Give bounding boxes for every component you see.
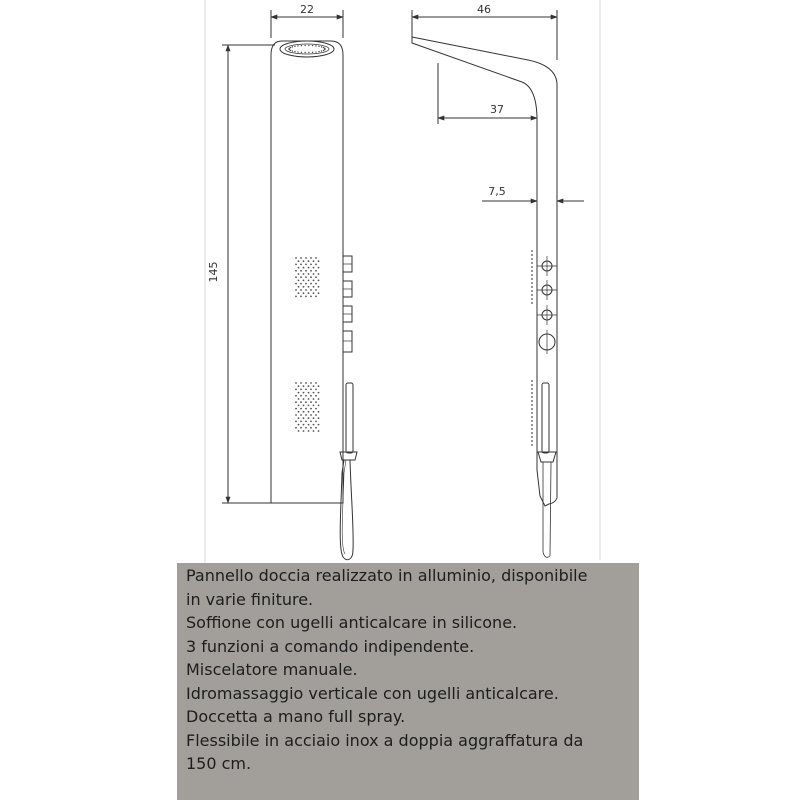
dim-label-depth: 46 (477, 3, 491, 16)
description-line-7: Doccetta a mano full spray. (186, 707, 406, 726)
nozzle-dot (313, 260, 315, 262)
nozzle-dot (295, 408, 297, 410)
nozzle-dot (310, 276, 312, 278)
nozzle-dot (313, 405, 315, 407)
nozzle-dot (308, 405, 310, 407)
nozzle-dot (298, 260, 300, 262)
nozzle-dot (313, 392, 315, 394)
description-line-4: 3 funzioni a comando indipendente. (186, 636, 475, 656)
nozzle-dot (318, 260, 320, 262)
head-nozzle-dot (312, 45, 313, 46)
nozzle-dot (305, 257, 307, 259)
nozzle-dot (315, 389, 317, 391)
nozzle-dot (318, 273, 320, 275)
nozzle-dot (295, 414, 297, 416)
nozzle-dot (318, 411, 320, 413)
control-knob-3 (343, 306, 352, 322)
nozzle-dot (318, 280, 320, 282)
description-line-2: in varie finiture. (186, 589, 314, 609)
head-nozzle-dot (301, 52, 302, 53)
nozzle-dot (315, 264, 317, 266)
nozzle-dot (315, 289, 317, 291)
nozzle-dot (318, 424, 320, 426)
nozzle-dot (295, 421, 297, 423)
head-nozzle-dot (308, 52, 309, 53)
control-knob-2 (343, 281, 352, 297)
nozzle-dot (315, 283, 317, 285)
nozzle-dot (318, 417, 320, 419)
nozzle-dot (318, 267, 320, 269)
nozzle-dot (303, 424, 305, 426)
front-panel-outline (271, 41, 343, 503)
nozzle-dot (295, 264, 297, 266)
side-panel-outline (412, 37, 557, 506)
nozzle-dot (315, 414, 317, 416)
nozzle-dot (305, 427, 307, 429)
description-panel (177, 563, 639, 800)
nozzle-dot (300, 270, 302, 272)
nozzle-dot (305, 382, 307, 384)
head-nozzle-dot (297, 51, 298, 52)
nozzle-dot (308, 417, 310, 419)
nozzle-dot (318, 392, 320, 394)
side-knob-2 (537, 280, 557, 300)
nozzle-dot (315, 382, 317, 384)
nozzle-dot (315, 408, 317, 410)
nozzle-dot (310, 264, 312, 266)
nozzle-dot (303, 405, 305, 407)
nozzle-dot (308, 385, 310, 387)
description-line-6: Idromassaggio verticale con ugelli anticalcare. (186, 683, 559, 703)
nozzle-dot (295, 257, 297, 259)
nozzle-dot (298, 280, 300, 282)
nozzle-dot (313, 430, 315, 432)
nozzle-dot (295, 289, 297, 291)
nozzle-dot (315, 276, 317, 278)
side-shower-hose (543, 462, 551, 557)
nozzle-dot (303, 385, 305, 387)
nozzle-dot (300, 276, 302, 278)
nozzle-dot (308, 286, 310, 288)
nozzle-dot (303, 392, 305, 394)
nozzle-dot (305, 276, 307, 278)
nozzle-dot (300, 421, 302, 423)
nozzle-dot (298, 392, 300, 394)
nozzle-dot (318, 286, 320, 288)
nozzle-dot (313, 424, 315, 426)
nozzle-dot (303, 417, 305, 419)
shower-hose (340, 460, 353, 560)
control-knob-1 (343, 256, 352, 272)
nozzle-dot (313, 411, 315, 413)
nozzle-dot (303, 260, 305, 262)
nozzle-dot (305, 408, 307, 410)
head-nozzle-dot (323, 47, 324, 48)
nozzle-dot (318, 405, 320, 407)
nozzle-dot (313, 292, 315, 294)
nozzle-dot (298, 273, 300, 275)
nozzle-dot (303, 280, 305, 282)
nozzle-dot (295, 389, 297, 391)
description-line-3: Soffione con ugelli anticalcare in silicone. (186, 613, 518, 632)
nozzle-dot (308, 411, 310, 413)
nozzle-dot (300, 389, 302, 391)
nozzle-dot (305, 264, 307, 266)
nozzle-dot (308, 280, 310, 282)
head-nozzle-dot (297, 45, 298, 46)
nozzle-dot (305, 395, 307, 397)
nozzle-dot (298, 405, 300, 407)
nozzle-dot (318, 385, 320, 387)
nozzle-dot (303, 411, 305, 413)
nozzle-dot (303, 273, 305, 275)
head-nozzle-dot (318, 46, 319, 47)
nozzle-dot (300, 395, 302, 397)
head-nozzle-dot (315, 51, 316, 52)
nozzle-dot (300, 257, 302, 259)
nozzle-dot (295, 283, 297, 285)
head-nozzle-dot (318, 51, 319, 52)
nozzle-dot (315, 401, 317, 403)
nozzle-dot (295, 395, 297, 397)
nozzle-dot (318, 292, 320, 294)
dim-label-height: 145 (207, 261, 220, 283)
nozzle-dot (313, 286, 315, 288)
head-nozzle-dot (323, 50, 324, 51)
nozzle-dot (303, 430, 305, 432)
nozzle-dot (298, 267, 300, 269)
head-nozzle-dot (292, 50, 293, 51)
nozzle-dot (303, 292, 305, 294)
nozzle-dot (300, 427, 302, 429)
side-knob-3 (537, 305, 557, 325)
description-line-8: Flessibile in acciaio inox a doppia aggraffatura da (186, 730, 584, 750)
rain-shower-head (280, 41, 334, 57)
nozzle-dot (295, 276, 297, 278)
nozzle-dot (310, 382, 312, 384)
nozzle-dot (315, 427, 317, 429)
head-nozzle-dot (294, 46, 295, 47)
nozzle-dot (313, 398, 315, 400)
nozzle-dot (298, 430, 300, 432)
nozzle-dot (298, 385, 300, 387)
description-line-1: Pannello doccia realizzato in alluminio, disponibile (186, 566, 588, 585)
description-line-5: Miscelatore manuale. (186, 660, 358, 679)
nozzle-dot (300, 401, 302, 403)
nozzle-dot (310, 389, 312, 391)
nozzle-dot (298, 292, 300, 294)
head-nozzle-dot (304, 52, 305, 53)
nozzle-dot (313, 280, 315, 282)
nozzle-dot (310, 414, 312, 416)
nozzle-dot (310, 270, 312, 272)
head-nozzle-dot (294, 51, 295, 52)
nozzle-dot (298, 424, 300, 426)
dim-label-thickness: 7,5 (488, 185, 506, 198)
nozzle-dot (310, 296, 312, 298)
nozzle-dot (310, 289, 312, 291)
nozzle-dot (308, 424, 310, 426)
nozzle-dot (318, 430, 320, 432)
nozzle-dot (305, 289, 307, 291)
nozzle-dot (303, 398, 305, 400)
nozzle-dot (315, 395, 317, 397)
nozzle-dot (300, 283, 302, 285)
mixer-knob (343, 331, 352, 352)
nozzle-dot (308, 430, 310, 432)
nozzle-dot (295, 270, 297, 272)
dim-label-arm: 37 (490, 103, 504, 116)
nozzle-dot (310, 283, 312, 285)
nozzle-dot (298, 417, 300, 419)
nozzle-dot (295, 296, 297, 298)
nozzle-dot (305, 270, 307, 272)
side-knob-1 (537, 256, 557, 276)
nozzle-dot (315, 270, 317, 272)
head-nozzle-dot (324, 48, 325, 49)
nozzle-dot (300, 296, 302, 298)
nozzle-dot (315, 257, 317, 259)
description-line-9: 150 cm. (186, 754, 252, 773)
head-nozzle-dot (292, 46, 293, 47)
nozzle-dot (298, 286, 300, 288)
nozzle-dot (310, 408, 312, 410)
head-nozzle-dot (321, 50, 322, 51)
nozzle-dot (305, 421, 307, 423)
jet-nozzles-upper (295, 257, 319, 297)
nozzle-dot (315, 296, 317, 298)
side-view (412, 10, 584, 557)
head-nozzle-dot (289, 48, 290, 49)
nozzle-dot (308, 398, 310, 400)
nozzle-dot (300, 264, 302, 266)
nozzle-dot (310, 395, 312, 397)
nozzle-dot (308, 392, 310, 394)
nozzle-dot (315, 421, 317, 423)
head-nozzle-dot (290, 50, 291, 51)
head-nozzle-dot (308, 45, 309, 46)
front-view (222, 10, 357, 560)
nozzle-dot (310, 421, 312, 423)
nozzle-dot (318, 398, 320, 400)
nozzle-dot (298, 411, 300, 413)
nozzle-dot (313, 417, 315, 419)
nozzle-dot (305, 389, 307, 391)
nozzle-dot (313, 267, 315, 269)
nozzle-dot (310, 401, 312, 403)
nozzle-dot (295, 427, 297, 429)
head-nozzle-dot (312, 52, 313, 53)
nozzle-dot (295, 401, 297, 403)
nozzle-dot (305, 296, 307, 298)
head-nozzle-dot (315, 45, 316, 46)
nozzle-dot (300, 289, 302, 291)
nozzle-dot (303, 267, 305, 269)
nozzle-dot (313, 385, 315, 387)
head-nozzle-dot (304, 45, 305, 46)
dim-label-width: 22 (300, 3, 314, 16)
head-nozzle-dot (290, 47, 291, 48)
nozzle-dot (305, 283, 307, 285)
nozzle-dot (308, 292, 310, 294)
nozzle-dot (300, 382, 302, 384)
nozzle-dot (305, 414, 307, 416)
side-hand-shower (538, 383, 556, 462)
nozzle-dot (310, 427, 312, 429)
nozzle-dot (305, 401, 307, 403)
side-mixer-knob (539, 330, 555, 354)
nozzle-dot (313, 273, 315, 275)
nozzle-dot (295, 382, 297, 384)
head-nozzle-dot (324, 49, 325, 50)
nozzle-dot (308, 273, 310, 275)
nozzle-dot (303, 286, 305, 288)
nozzle-dot (308, 260, 310, 262)
head-nozzle-dot (321, 46, 322, 47)
nozzle-dot (300, 408, 302, 410)
nozzle-dot (300, 414, 302, 416)
jet-nozzles-lower (295, 382, 319, 432)
nozzle-dot (308, 267, 310, 269)
nozzle-dot (310, 257, 312, 259)
head-nozzle-dot (301, 45, 302, 46)
nozzle-dot (298, 398, 300, 400)
